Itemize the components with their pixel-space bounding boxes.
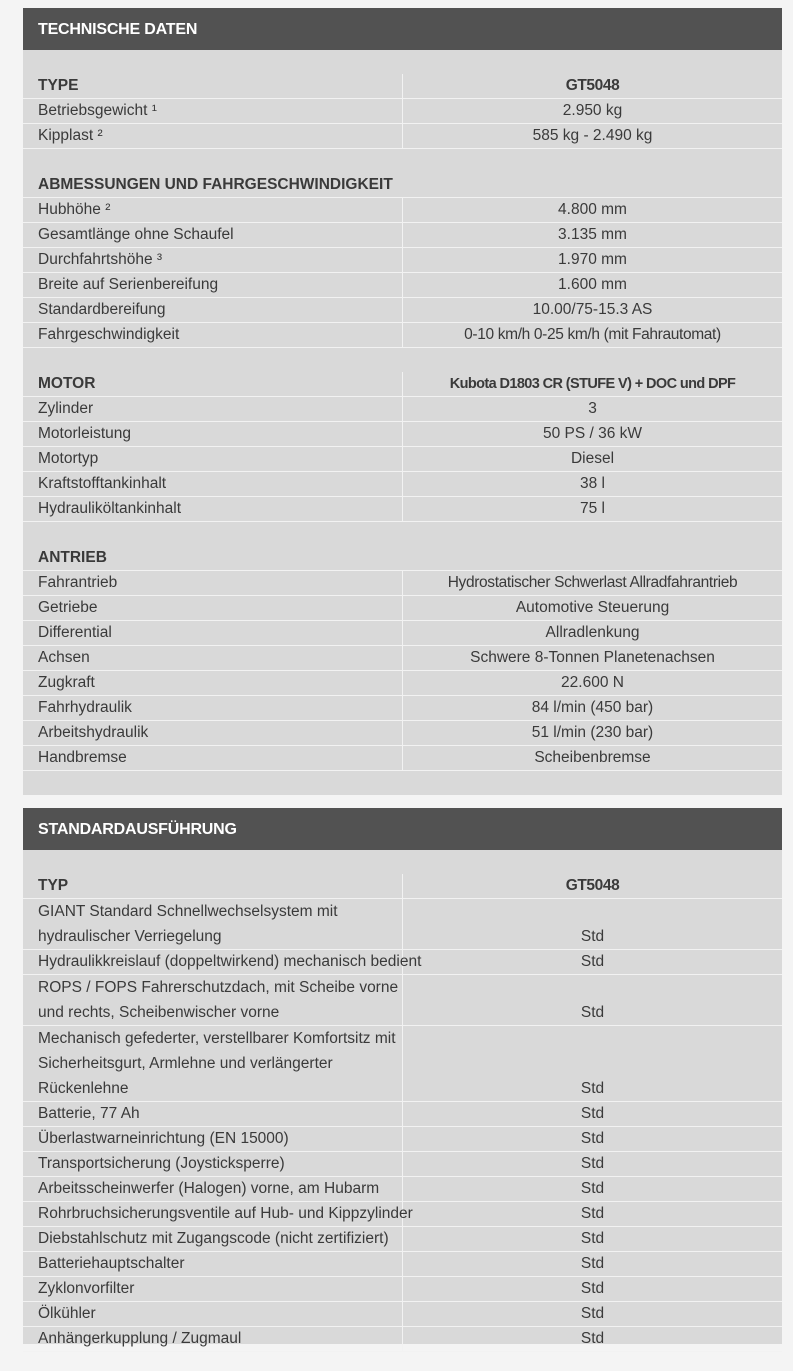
table-row: [23, 1202, 782, 1227]
table-row: [23, 1026, 782, 1102]
table-row: [23, 721, 782, 746]
section-heading-drive: [23, 546, 782, 571]
spec-value: 3.135 mm: [403, 223, 783, 248]
equipment-value: Std: [403, 1102, 783, 1127]
spec-value: 4.800 mm: [403, 198, 783, 223]
equipment-label: Diebstahlschutz mit Zugangscode (nicht zertifiziert): [23, 1227, 403, 1252]
section-title: ANTRIEB: [23, 546, 782, 571]
spec-label: Kipplast ²: [23, 124, 403, 149]
table-row: [23, 472, 782, 497]
equipment-value: Std: [403, 1177, 783, 1202]
section-heading-dimensions: [23, 173, 782, 198]
spec-value: 3: [403, 397, 783, 422]
equipment-label: Zyklonvorfilter: [23, 1277, 403, 1302]
spec-label: Motortyp: [23, 447, 403, 472]
equipment-value: Std: [403, 1227, 783, 1252]
equipment-label: Transportsicherung (Joysticksperre): [23, 1152, 403, 1177]
spec-value: Hydrostatischer Schwerlast Allradfahrantrieb: [403, 571, 783, 596]
spec-label: Standardbereifung: [23, 298, 403, 323]
spec-value: Allradlenkung: [403, 621, 783, 646]
spec-label: Fahrhydraulik: [23, 696, 403, 721]
spec-value: 22.600 N: [403, 671, 783, 696]
table-row: [23, 323, 782, 348]
spec-value: 2.950 kg: [403, 99, 783, 124]
equipment-label: GIANT Standard Schnellwechselsystem mit hydraulischer Verriegelung: [23, 899, 403, 950]
equipment-label: Anhängerkupplung / Zugmaul: [23, 1327, 403, 1352]
table-row: [23, 899, 782, 950]
equipment-value: Std: [403, 1252, 783, 1277]
spec-label: Achsen: [23, 646, 403, 671]
table-row: [23, 248, 782, 273]
table-row: [23, 1302, 782, 1327]
section-title: ABMESSUNGEN UND FAHRGESCHWINDIGKEIT: [23, 173, 782, 198]
table-row: [23, 571, 782, 596]
equipment-value: Std: [403, 899, 783, 950]
standard-equipment-panel: [23, 808, 782, 1347]
equipment-value: Std: [403, 1202, 783, 1227]
spec-value: 50 PS / 36 kW: [403, 422, 783, 447]
equipment-value: Std: [403, 950, 783, 975]
table-row: [23, 497, 782, 522]
type-value: GT5048: [403, 74, 783, 99]
table-row: [23, 1152, 782, 1177]
spec-label: Fahrgeschwindigkeit: [23, 323, 403, 348]
type-value: GT5048: [403, 874, 783, 899]
spec-value: 51 l/min (230 bar): [403, 721, 783, 746]
technical-data-table: [23, 50, 782, 771]
technical-data-panel: [23, 8, 782, 795]
table-row: [23, 447, 782, 472]
table-row: [23, 975, 782, 1026]
table-row: [23, 1177, 782, 1202]
spec-label: Betriebsgewicht ¹: [23, 99, 403, 124]
type-row: [23, 74, 782, 99]
table-row: [23, 198, 782, 223]
table-row: [23, 99, 782, 124]
equipment-label: Rohrbruchsicherungsventile auf Hub- und Kippzylinder: [23, 1202, 403, 1227]
table-row: [23, 422, 782, 447]
table-row: [23, 746, 782, 771]
spec-value: 10.00/75-15.3 AS: [403, 298, 783, 323]
table-row: [23, 646, 782, 671]
equipment-value: Std: [403, 1327, 783, 1352]
spec-value: 1.600 mm: [403, 273, 783, 298]
section-heading-motor: [23, 372, 782, 397]
spec-label: Hydrauliköltankinhalt: [23, 497, 403, 522]
type-label: TYPE: [23, 74, 403, 99]
spec-label: Arbeitshydraulik: [23, 721, 403, 746]
equipment-value: Std: [403, 1026, 783, 1102]
type-label: TYP: [23, 874, 403, 899]
equipment-label: Batteriehauptschalter: [23, 1252, 403, 1277]
spec-label: Differential: [23, 621, 403, 646]
spec-label: Gesamtlänge ohne Schaufel: [23, 223, 403, 248]
spec-value: 84 l/min (450 bar): [403, 696, 783, 721]
table-row: [23, 621, 782, 646]
table-row: [23, 1252, 782, 1277]
section-title: MOTOR: [23, 372, 403, 397]
equipment-label: Mechanisch gefederter, verstellbarer Komfortsitz mit Sicherheitsgurt, Armlehne und verlängerter Rückenlehne: [23, 1026, 403, 1102]
equipment-value: Std: [403, 1277, 783, 1302]
table-row: [23, 273, 782, 298]
equipment-value: Std: [403, 1152, 783, 1177]
spec-value: 75 l: [403, 497, 783, 522]
spec-label: Kraftstofftankinhalt: [23, 472, 403, 497]
table-row: [23, 124, 782, 149]
table-row: [23, 1227, 782, 1252]
equipment-value: Std: [403, 1302, 783, 1327]
equipment-label: Hydraulikkreislauf (doppeltwirkend) mechanisch bedient: [23, 950, 403, 975]
engine-model: Kubota D1803 CR (STUFE V) + DOC und DPF: [403, 372, 783, 397]
spec-label: Durchfahrtshöhe ³: [23, 248, 403, 273]
table-row: [23, 298, 782, 323]
table-row: [23, 1277, 782, 1302]
table-row: [23, 397, 782, 422]
spec-value: 0-10 km/h 0-25 km/h (mit Fahrautomat): [403, 323, 783, 348]
equipment-value: Std: [403, 1127, 783, 1152]
table-row: [23, 1127, 782, 1152]
technical-data-header: TECHNISCHE DATEN: [23, 8, 782, 50]
equipment-label: Batterie, 77 Ah: [23, 1102, 403, 1127]
table-row: [23, 671, 782, 696]
spec-label: Breite auf Serienbereifung: [23, 273, 403, 298]
spec-value: Automotive Steuerung: [403, 596, 783, 621]
spec-value: 38 l: [403, 472, 783, 497]
spec-label: Zylinder: [23, 397, 403, 422]
table-row: [23, 1327, 782, 1352]
spec-value: Schwere 8-Tonnen Planetenachsen: [403, 646, 783, 671]
spec-label: Zugkraft: [23, 671, 403, 696]
table-row: [23, 596, 782, 621]
type-row: [23, 874, 782, 899]
equipment-label: ROPS / FOPS Fahrerschutzdach, mit Scheibe vorne und rechts, Scheibenwischer vorne: [23, 975, 403, 1026]
standard-equipment-header: STANDARDAUSFÜHRUNG: [23, 808, 782, 850]
table-row: [23, 696, 782, 721]
spec-value: Diesel: [403, 447, 783, 472]
equipment-label: Arbeitsscheinwerfer (Halogen) vorne, am Hubarm: [23, 1177, 403, 1202]
standard-equipment-table: [23, 850, 782, 1352]
spec-label: Fahrantrieb: [23, 571, 403, 596]
equipment-label: Überlastwarneinrichtung (EN 15000): [23, 1127, 403, 1152]
spec-label: Hubhöhe ²: [23, 198, 403, 223]
spec-value: Scheibenbremse: [403, 746, 783, 771]
spec-label: Getriebe: [23, 596, 403, 621]
table-row: [23, 950, 782, 975]
spec-label: Motorleistung: [23, 422, 403, 447]
equipment-value: Std: [403, 975, 783, 1026]
table-row: [23, 1102, 782, 1127]
table-row: [23, 223, 782, 248]
spec-label: Handbremse: [23, 746, 403, 771]
spec-value: 1.970 mm: [403, 248, 783, 273]
equipment-label: Ölkühler: [23, 1302, 403, 1327]
spec-value: 585 kg - 2.490 kg: [403, 124, 783, 149]
